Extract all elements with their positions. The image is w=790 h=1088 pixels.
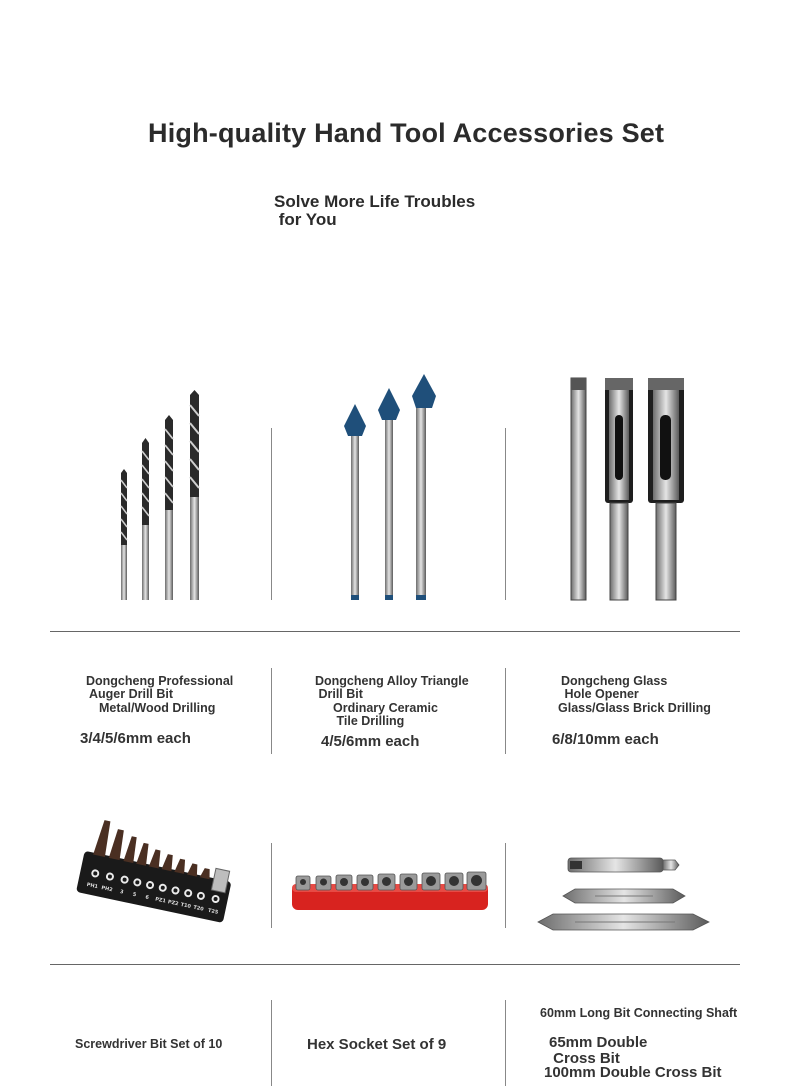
glass-hole-opener-icon [560,375,700,605]
page-title: High-quality Hand Tool Accessories Set [148,118,665,148]
connecting-shaft-label: 60mm Long Bit Connecting Shaft [540,1006,738,1020]
divider-vertical [505,843,506,928]
divider-vertical [271,1000,272,1086]
screwdriver-bit-set-label: Screwdriver Bit Set of 10 [75,1037,223,1051]
bit-marking: T20 [192,904,205,913]
bit-marking: 6 [144,894,150,902]
hex-socket-set-icon [290,870,490,915]
divider-vertical [271,668,272,754]
glass-hole-opener-use: Glass/Glass Brick Drilling [558,701,711,715]
bit-marking: PH1 [86,881,99,891]
bit-marking: T10 [179,901,192,910]
glass-hole-opener-sizes: 6/8/10mm each [552,731,659,748]
double-cross-bit-65-label: 65mm Double Cross Bit [549,1034,648,1067]
bit-marking: 3 [119,889,124,896]
bit-marking: PZ1 [154,896,167,905]
screwdriver-bit-set-icon [75,826,235,936]
bit-marking: PH2 [100,885,114,894]
divider-vertical [505,428,506,600]
bit-marking: T25 [207,907,219,916]
hex-socket-set-label: Hex Socket Set of 9 [307,1036,447,1053]
auger-drill-bit-name: Dongcheng Professional Auger Drill Bit [86,674,234,701]
divider-vertical [271,428,272,600]
auger-drill-bit-icon [110,385,220,605]
triangle-drill-bit-name: Dongcheng Alloy Triangle Drill Bit [315,674,469,701]
divider-vertical [505,1000,506,1086]
page-subtitle: Solve More Life Troubles for You [274,192,476,229]
triangle-drill-bit-sizes: 4/5/6mm each [321,733,420,750]
bit-marking: PZ2 [167,899,180,908]
auger-drill-bit-use: Metal/Wood Drilling [99,701,216,715]
triangle-drill-bit-icon [340,370,450,605]
double-cross-bit-100-label: 100mm Double Cross Bit [544,1064,722,1081]
glass-hole-opener-name: Dongcheng Glass Hole Opener [561,674,668,701]
extension-shaft-and-cross-bits-icon [535,855,715,935]
divider-vertical [505,668,506,754]
divider-horizontal [50,964,740,965]
triangle-drill-bit-use: Ordinary Ceramic Tile Drilling [333,701,438,728]
divider-horizontal [50,631,740,632]
bit-marking: 5 [132,891,137,899]
auger-drill-bit-sizes: 3/4/5/6mm each [80,730,191,747]
divider-vertical [271,843,272,928]
